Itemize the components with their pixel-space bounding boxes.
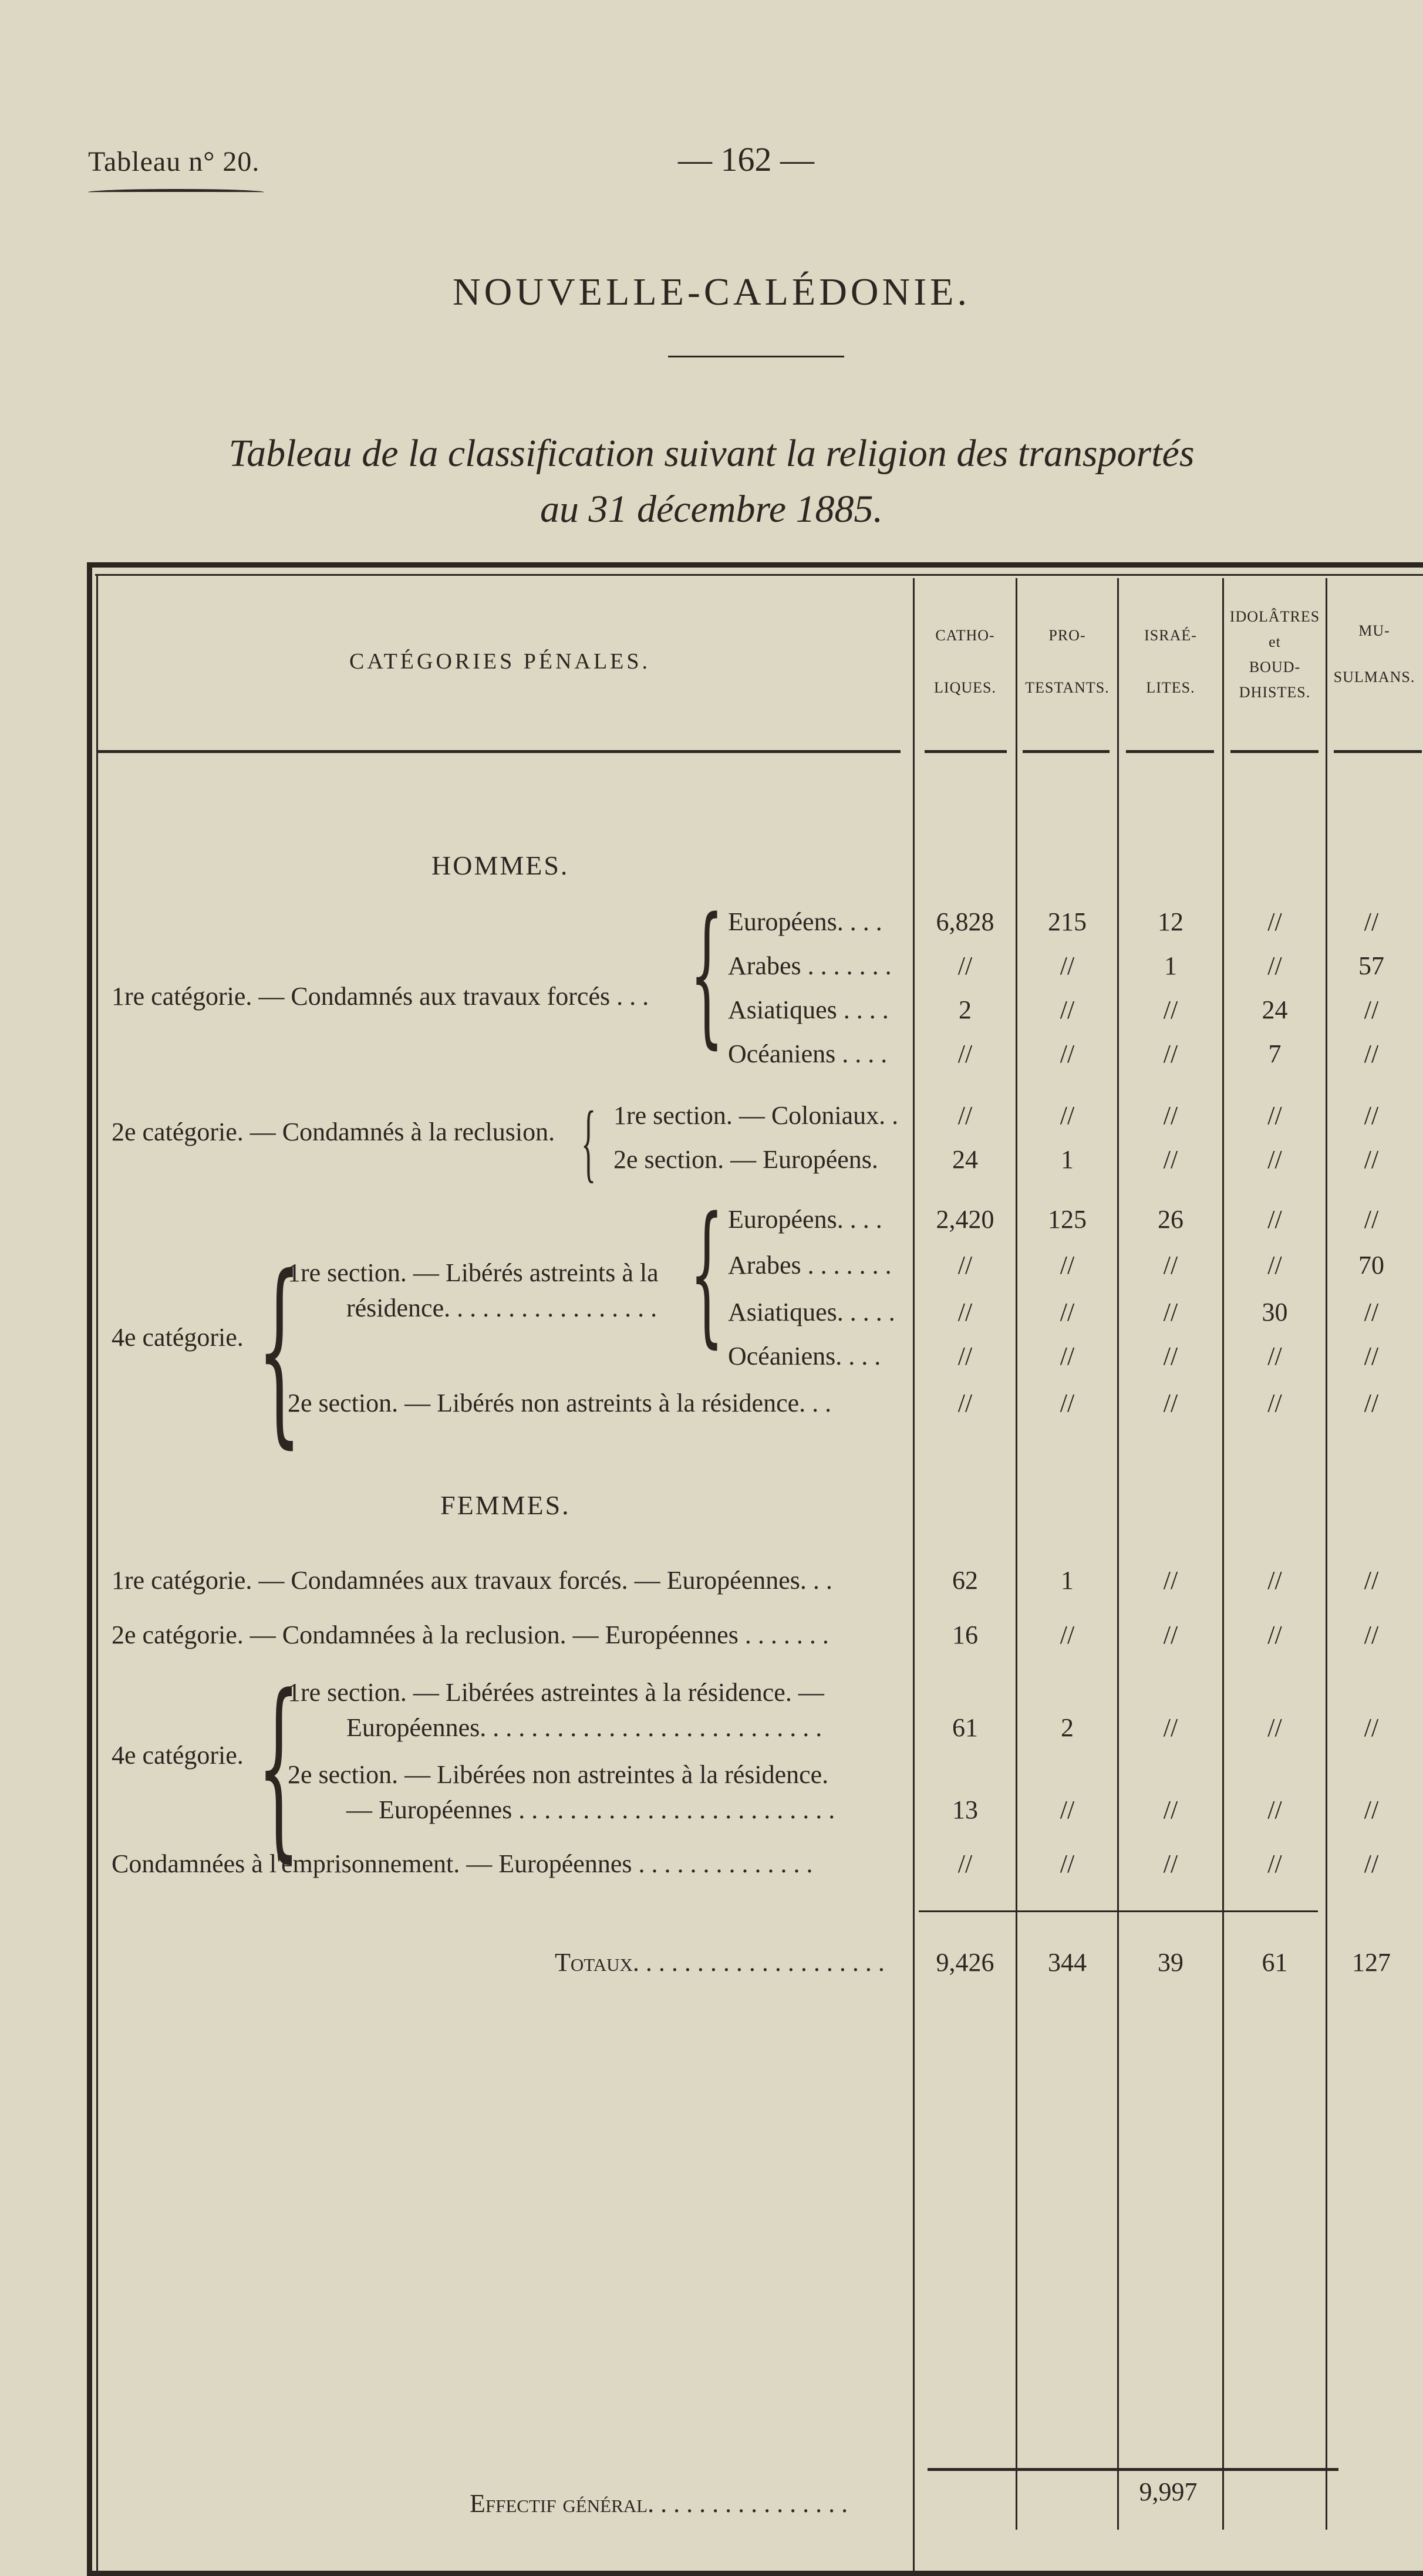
- row-sublabel: Arabes . . . . . . .: [728, 1251, 892, 1279]
- row-label-f4-sec1-line1: 1re section. — Libérées astreintes à la résidence. —: [288, 1678, 824, 1707]
- totals-bottom-rule: [928, 2468, 1338, 2471]
- table-cell: 57: [1358, 951, 1384, 980]
- table-cell: //: [1163, 1795, 1178, 1824]
- header-separator-col4: [1230, 750, 1319, 753]
- row-label-h4-sec1-line1: 1re section. — Libérés astreints à la: [288, 1258, 659, 1287]
- col-header-line: CATHO-: [935, 627, 995, 644]
- table-cell: 12: [1158, 907, 1183, 936]
- table-cell: //: [1364, 995, 1379, 1024]
- table-cell: //: [1060, 1620, 1075, 1649]
- col-header-idolatres: [1224, 605, 1326, 705]
- category-header: CATÉGORIES PÉNALES.: [349, 649, 651, 674]
- table-cell: //: [1060, 1849, 1075, 1878]
- header-separator-col3: [1126, 750, 1214, 753]
- table-cell: 62: [952, 1566, 978, 1595]
- table-cell: 30: [1262, 1298, 1288, 1326]
- totals-top-rule: [919, 1910, 1318, 1912]
- header-separator-col2: [1023, 750, 1110, 753]
- col-header-line: PRO-: [1048, 627, 1086, 644]
- table-cell: //: [1060, 1795, 1075, 1824]
- row-sublabel: Océaniens. . . .: [728, 1342, 881, 1370]
- table-cell: //: [1267, 1795, 1282, 1824]
- table-cell: //: [1060, 1101, 1075, 1130]
- table-cell: //: [957, 1251, 973, 1279]
- table-cell: //: [1267, 1251, 1282, 1279]
- table-cell: //: [957, 1101, 973, 1130]
- col-header-israelites: [1119, 621, 1222, 703]
- table-cell: //: [1364, 1566, 1379, 1595]
- table-cell: 24: [1262, 995, 1288, 1024]
- col-header-line: BOUD-: [1249, 658, 1301, 676]
- table-cell: //: [1364, 1298, 1379, 1326]
- table-cell: 2,420: [936, 1205, 994, 1234]
- table-cell: //: [1163, 1713, 1178, 1742]
- table-cell: 61: [952, 1713, 978, 1742]
- table-cell: 26: [1158, 1205, 1183, 1234]
- col-header-line: SULMANS.: [1333, 669, 1415, 686]
- row-sublabel: 2e section. — Européens.: [613, 1145, 878, 1174]
- row-label-f-emprisonnement: Condamnées à l'emprisonnement. — Européennes . . . . . . . . . . . . . .: [112, 1849, 813, 1878]
- table-cell: //: [1364, 1039, 1379, 1068]
- table-cell: //: [1364, 1620, 1379, 1649]
- table-cell: //: [1060, 1039, 1075, 1068]
- table-cell: //: [1060, 1389, 1075, 1417]
- row-sublabel: Océaniens . . . .: [728, 1039, 888, 1068]
- table-cell: //: [957, 1039, 973, 1068]
- table-cell: //: [1060, 1342, 1075, 1370]
- row-label-h4-sec2: 2e section. — Libérés non astreints à la résidence. . .: [288, 1389, 832, 1417]
- table-cell: //: [1364, 1205, 1379, 1234]
- row-label-h1: 1re catégorie. — Condamnés aux travaux forcés . . .: [112, 982, 649, 1011]
- table-cell: //: [1163, 1620, 1178, 1649]
- table-cell: 6,828: [936, 907, 994, 936]
- col-header-line: LIQUES.: [934, 679, 996, 697]
- table-cell: //: [1060, 951, 1075, 980]
- col-header-line: TESTANTS.: [1025, 679, 1110, 697]
- table-cell: //: [1163, 1298, 1178, 1326]
- table-cell: 2: [1061, 1713, 1074, 1742]
- table-cell: //: [1267, 907, 1282, 936]
- row-label-h2: 2e catégorie. — Condamnés à la reclusion.: [112, 1117, 555, 1146]
- table-left-border: [87, 562, 92, 2576]
- table-cell: //: [1163, 1101, 1178, 1130]
- table-cell: //: [1364, 1849, 1379, 1878]
- table-cell: //: [1267, 1620, 1282, 1649]
- col-header-line: MU-: [1358, 622, 1390, 639]
- table-cell: //: [1364, 1145, 1379, 1174]
- col-header-catholiques: [915, 621, 1016, 703]
- table-cell: 24: [952, 1145, 978, 1174]
- table-cell: 125: [1048, 1205, 1087, 1234]
- table-cell: 70: [1358, 1251, 1384, 1279]
- col-header-line: IDOLÂTRES: [1229, 608, 1320, 625]
- table-cell: //: [1163, 1342, 1178, 1370]
- col-divider-2: [1016, 578, 1017, 2530]
- header-separator: [96, 750, 901, 753]
- table-cell: //: [1267, 1101, 1282, 1130]
- col-header-line: DHISTES.: [1239, 683, 1311, 701]
- table-cell: 1: [1061, 1566, 1074, 1595]
- table-cell: 127: [1352, 1948, 1391, 1977]
- header-separator-col5: [1334, 750, 1422, 753]
- table-cell: //: [1364, 907, 1379, 936]
- table-cell: 215: [1048, 907, 1087, 936]
- row-sublabel: Asiatiques . . . .: [728, 995, 889, 1024]
- page-title: NOUVELLE-CALÉDONIE.: [453, 271, 970, 313]
- row-label-f4: 4e catégorie.: [112, 1741, 244, 1770]
- subtitle-line-2: au 31 décembre 1885.: [539, 488, 884, 531]
- table-cell: //: [1364, 1342, 1379, 1370]
- table-cell: //: [1267, 1342, 1282, 1370]
- table-cell: //: [1060, 1251, 1075, 1279]
- effectif-label: Effectif général. . . . . . . . . . . . . . . .: [470, 2489, 848, 2518]
- table-cell: //: [1163, 1145, 1178, 1174]
- col-header-line: ISRAÉ-: [1144, 627, 1197, 644]
- table-cell: //: [1163, 995, 1178, 1024]
- row-label-f2: 2e catégorie. — Condamnées à la reclusion. — Européennes . . . . . . .: [112, 1620, 829, 1649]
- col-header-line: LITES.: [1146, 679, 1195, 697]
- col-divider-4: [1222, 578, 1224, 2530]
- row-label-f1: 1re catégorie. — Condamnées aux travaux forcés. — Européennes. . .: [112, 1566, 832, 1595]
- header-separator-col1: [925, 750, 1007, 753]
- table-top-border: [88, 562, 1423, 568]
- table-cell: 9,426: [936, 1948, 994, 1977]
- table-cell: //: [1267, 951, 1282, 980]
- row-label-h4: 4e catégorie.: [112, 1323, 244, 1352]
- table-cell: //: [1364, 1101, 1379, 1130]
- col-header-protestants: [1017, 621, 1117, 703]
- brace: {: [257, 1234, 302, 1466]
- row-sublabel: 1re section. — Coloniaux. .: [613, 1101, 899, 1130]
- table-cell: 13: [952, 1795, 978, 1824]
- brace: {: [690, 886, 724, 1063]
- page-number: — 162 —: [678, 140, 814, 178]
- table-bottom-border: [88, 2571, 1423, 2576]
- table-number-label: Tableau n° 20.: [88, 146, 260, 177]
- table-cell: //: [1267, 1849, 1282, 1878]
- table-cell: 1: [1061, 1145, 1074, 1174]
- table-cell: 16: [952, 1620, 978, 1649]
- section-femmes: FEMMES.: [440, 1490, 571, 1520]
- col-header-musulmans: [1327, 616, 1421, 692]
- table-cell: //: [1060, 1298, 1075, 1326]
- table-cell: 1: [1164, 951, 1177, 980]
- table-cell: 344: [1048, 1948, 1087, 1977]
- table-cell: //: [1267, 1145, 1282, 1174]
- table-cell: //: [1364, 1713, 1379, 1742]
- table-cell: 39: [1158, 1948, 1183, 1977]
- section-hommes: HOMMES.: [431, 850, 569, 880]
- brace: {: [257, 1654, 301, 1879]
- table-cell: 2: [959, 995, 972, 1024]
- table-left-border-inner: [96, 574, 98, 2572]
- table-cell: //: [1267, 1566, 1282, 1595]
- table-cell: //: [1163, 1039, 1178, 1068]
- row-label-f4-sec2-line1: 2e section. — Libérées non astreintes à la résidence.: [288, 1760, 829, 1789]
- col-header-line: et: [1269, 633, 1281, 650]
- effectif-value: 9,997: [1139, 2477, 1198, 2506]
- table-cell: //: [1163, 1566, 1178, 1595]
- table-cell: //: [1163, 1251, 1178, 1279]
- col-divider-5: [1326, 578, 1327, 2530]
- table-cell: //: [1060, 995, 1075, 1024]
- table-cell: //: [957, 1298, 973, 1326]
- row-label-f4-sec1-line2: Européennes. . . . . . . . . . . . . . . . . . . . . . . . . . .: [346, 1713, 822, 1742]
- table-cell: //: [1267, 1389, 1282, 1417]
- table-cell: //: [1163, 1849, 1178, 1878]
- table-cell: //: [1364, 1795, 1379, 1824]
- table-cell: //: [957, 1342, 973, 1370]
- table-cell: //: [1163, 1389, 1178, 1417]
- row-sublabel: Européens. . . .: [728, 1205, 882, 1234]
- brace: {: [581, 1093, 596, 1191]
- table-cell: 61: [1262, 1948, 1288, 1977]
- row-label-h4-sec1-line2: résidence. . . . . . . . . . . . . . . . .: [346, 1294, 657, 1322]
- table-cell: //: [957, 1849, 973, 1878]
- table-cell: //: [1364, 1389, 1379, 1417]
- row-sublabel: Arabes . . . . . . .: [728, 951, 892, 980]
- brace: {: [690, 1185, 724, 1362]
- row-sublabel: Asiatiques. . . . .: [728, 1298, 895, 1326]
- table-cell: //: [957, 1389, 973, 1417]
- table-cell: 7: [1268, 1039, 1282, 1068]
- table-cell: //: [1267, 1205, 1282, 1234]
- table-cell: //: [1267, 1713, 1282, 1742]
- col-divider-3: [1117, 578, 1119, 2530]
- subtitle-line-1: Tableau de la classification suivant la religion des transportés: [228, 432, 1195, 475]
- table-cell: //: [957, 951, 973, 980]
- totals-label: Totaux. . . . . . . . . . . . . . . . . . . .: [555, 1948, 885, 1977]
- row-label-f4-sec2-line2: — Européennes . . . . . . . . . . . . . . . . . . . . . . . . .: [346, 1795, 835, 1824]
- table-top-border-inner: [95, 574, 1423, 576]
- row-sublabel: Européens. . . .: [728, 907, 882, 936]
